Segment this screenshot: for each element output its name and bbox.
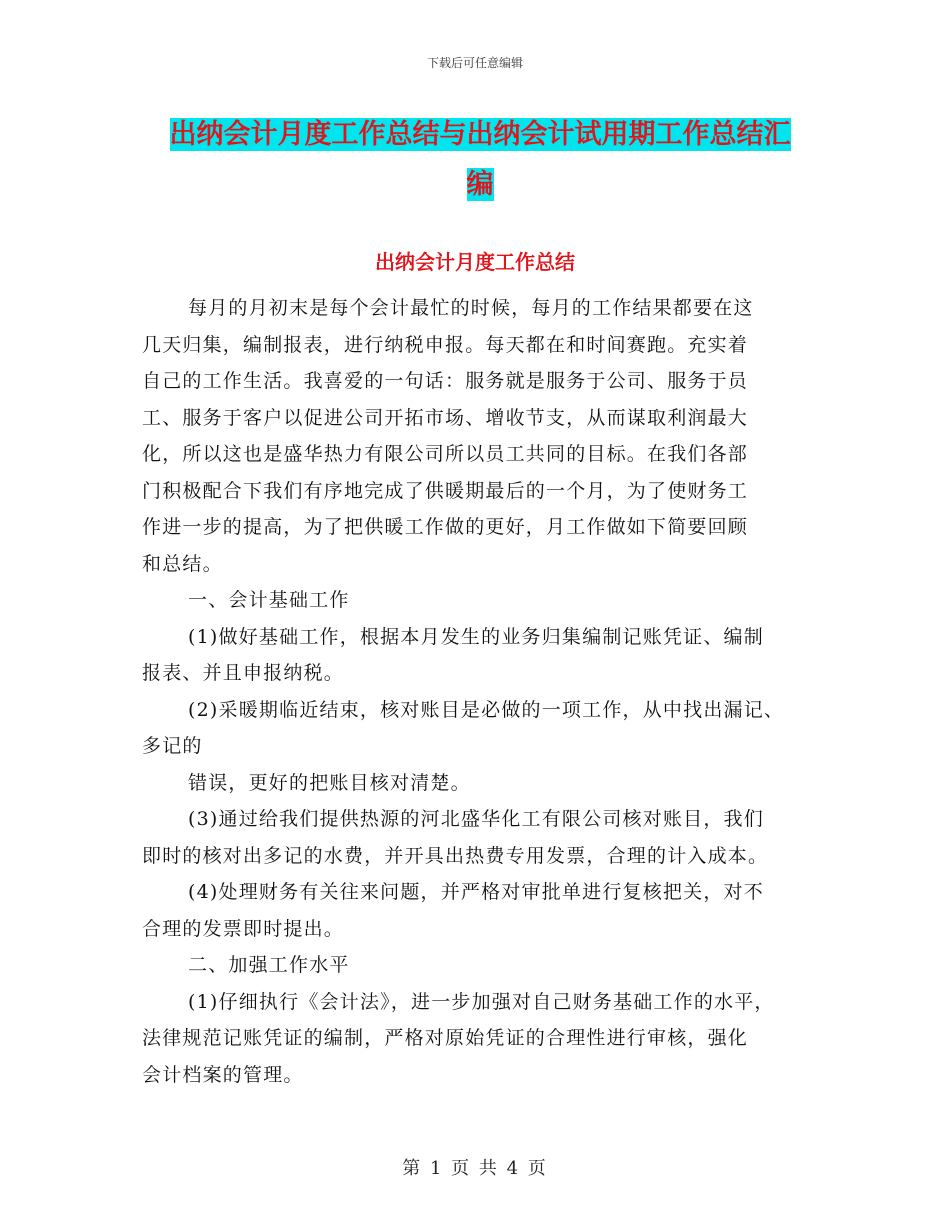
body-line: (2)采暖期临近结束，核对账目是必做的一项工作，从中找出漏记、 (188, 698, 785, 721)
body-line: 报表、并且申报纳税。 (142, 662, 345, 684)
body-line: 和总结。 (142, 552, 223, 575)
document-title-line-1: 出纳会计月度工作总结与出纳会计试用期工作总结汇 (169, 119, 791, 150)
body-line: 法律规范记账凭证的编制，严格对原始凭证的合理性进行审核，强化 (142, 1027, 749, 1049)
body-line: 会计档案的管理。 (142, 1063, 304, 1086)
body-text (142, 290, 817, 1093)
body-line: (4)处理财务有关往来问题，并严格对审批单进行复核把关，对不 (188, 881, 764, 903)
body-line: 合理的发票即时提出。 (142, 917, 345, 940)
heading-line: 一、会计基础工作 (188, 589, 350, 611)
document-title-line-2: 编 (466, 169, 494, 200)
body-line: 工、服务于客户以促进公司开拓市场、增收节支，从而谋取利润最大 (142, 406, 749, 429)
body-line: (1)仔细执行《会计法》，进一步加强对自己财务基础工作的水平， (188, 990, 775, 1013)
page-number-footer: 第 1 页 共 4 页 (402, 1158, 548, 1179)
heading-line: 二、加强工作水平 (188, 954, 350, 976)
body-line: 作进一步的提高，为了把供暖工作做的更好，月工作做如下简要回顾 (142, 516, 749, 538)
page-header-note: 下载后可任意编辑 (426, 56, 523, 70)
body-line: 化，所以这也是盛华热力有限公司所以员工共同的目标。在我们各部 (142, 443, 749, 465)
body-line: 多记的 (142, 735, 203, 757)
document-title (130, 110, 830, 210)
body-line: 自己的工作生活。我喜爱的一句话：服务就是服务于公司、服务于员 (142, 370, 749, 392)
body-line: 每月的月初末是每个会计最忙的时候，每月的工作结果都要在这 (188, 297, 754, 319)
body-line: 门积极配合下我们有序地完成了供暖期最后的一个月，为了使财务工 (142, 479, 749, 502)
body-line: 错误，更好的把账目核对清楚。 (188, 771, 471, 794)
body-line: (1)做好基础工作，根据本月发生的业务归集编制记账凭证、编制 (188, 625, 764, 648)
section-title: 出纳会计月度工作总结 (375, 250, 575, 274)
body-line: 几天归集，编制报表，进行纳税申报。每天都在和时间赛跑。充实着 (142, 333, 749, 356)
body-line: (3)通过给我们提供热源的河北盛华化工有限公司核对账目，我们 (188, 808, 764, 830)
body-line: 即时的核对出多记的水费，并开具出热费专用发票，合理的计入成本。 (142, 844, 769, 867)
